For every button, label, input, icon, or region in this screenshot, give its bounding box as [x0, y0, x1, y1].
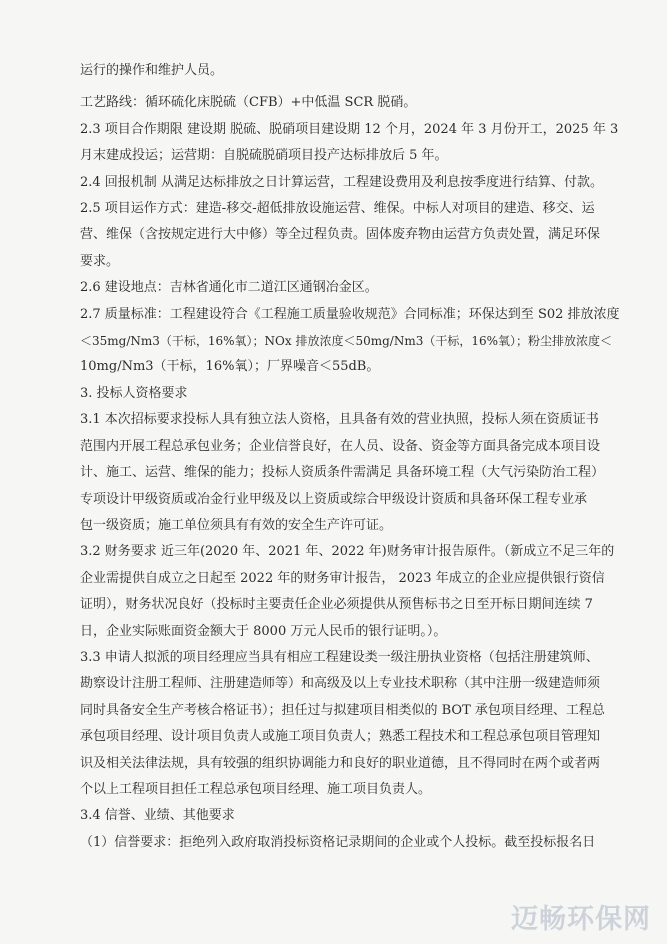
text-line: 识及相关法律法规，具有较强的组织协调能力和良好的职业道德，且不得同时在两个或者两 — [80, 755, 601, 771]
text-line: ＜35mg/Nm3（干标，16%氧）；NOx 排放浓度＜50mg/Nm3（干标，16%氧）；粉尘排放浓度＜ — [80, 334, 613, 349]
text-line: 同时具备安全生产考核合格证书）；担任过与拟建项目相类似的 BOT 承包项目经理、工程总 — [80, 702, 605, 718]
text-line: 2.7 质量标准：工程建设符合《工程施工质量验收规范》合同标准；环保达到至 S02 排放浓度 — [80, 306, 620, 322]
document-body — [80, 58, 620, 856]
text-line: 范围内开展工程总承包业务；企业信誉良好，在人员、设备、资金等方面具备完成本项目设 — [80, 438, 601, 454]
text-line: 要求。 — [80, 253, 120, 269]
section-heading: 3. 投标人资格要求 — [80, 385, 188, 401]
text-line: 2.4 回报机制 从满足达标排放之日计算运营，工程建设费用及利息按季度进行结算、付款。 — [80, 174, 603, 190]
text-line: 营、维保（含按规定进行大中修）等全过程负责。固体废弃物由运营方负责处置，满足环保 — [80, 227, 601, 243]
text-line: 日，企业实际账面资金额大于 8000 万元人民币的银行证明。）。 — [80, 623, 447, 639]
text-line: 2.3 项目合作期限 建设期 脱硫、脱硝项目建设期 12 个月，2024 年 3 月份开工，2025 年 3 — [80, 121, 619, 137]
text-line: 企业需提供自成立之日起至 2022 年的财务审计报告， 2023 年成立的企业应提供银行资信 — [80, 570, 605, 586]
text-line: 3.1 本次招标要求投标人具有独立法人资格，且具备有效的营业执照，投标人须在资质证书 — [80, 412, 599, 428]
watermark-logo: 迈畅环保网 — [511, 904, 651, 935]
text-line: （1）信誉要求：拒绝列入政府取消投标资格记录期间的企业或个人投标。截至投标报名日 — [80, 834, 596, 850]
text-line: 勘察设计注册工程师、注册建造师等）和高级及以上专业技术职称（其中注册一级建造师须 — [80, 676, 601, 692]
section-heading: 3.4 信誉、业绩、其他要求 — [80, 808, 235, 824]
text-line: 2.6 建设地点：吉林省通化市二道江区通钢冶金区。 — [80, 280, 378, 296]
text-line: 专项设计甲级资质或冶金行业甲级及以上资质或综合甲级设计资质和具备环保工程专业承 — [80, 491, 588, 507]
text-line: 工艺路线：循环硫化床脱硫（CFB）+中低温 SCR 脱硝。 — [80, 95, 417, 111]
text-line: 证明），财务状况良好（投标时主要责任企业必须提供从预售标书之日至开标日期间连续 7 — [80, 597, 593, 613]
text-line: 计、施工、运营、维保的能力；投标人资质条件需满足 具备环境工程（大气污染防治工程） — [80, 465, 605, 481]
text-line: 月末建成投运；运营期：自脱硫脱硝项目投产达标排放后 5 年。 — [80, 148, 448, 164]
text-line: 运行的操作和维护人员。 — [80, 63, 224, 78]
text-line: 3.2 财务要求 近三年(2020 年、2021 年、2022 年)财务审计报告原件。（新成立不足三年的 — [80, 544, 615, 560]
text-line: 包一级资质；施工单位须具有有效的安全生产许可证。 — [80, 517, 393, 533]
text-line: 3.3 申请人拟派的项目经理应当具有相应工程建设类一级注册执业资格（包括注册建筑师、 — [80, 649, 599, 665]
text-line: 承包项目经理、设计项目负责人或施工项目负责人；熟悉工程技术和工程总承包项目管理知 — [80, 729, 601, 745]
text-line: 10mg/Nm3（干标，16%氧）；厂界噪音＜55dB。 — [80, 359, 380, 375]
text-line: 2.5 项目运作方式：建造-移交-超低排放设施运营、维保。中标人对项目的建造、移交、运 — [80, 201, 595, 217]
text-line: 个以上工程项目担任工程总承包项目经理、施工项目负责人。 — [80, 781, 432, 797]
